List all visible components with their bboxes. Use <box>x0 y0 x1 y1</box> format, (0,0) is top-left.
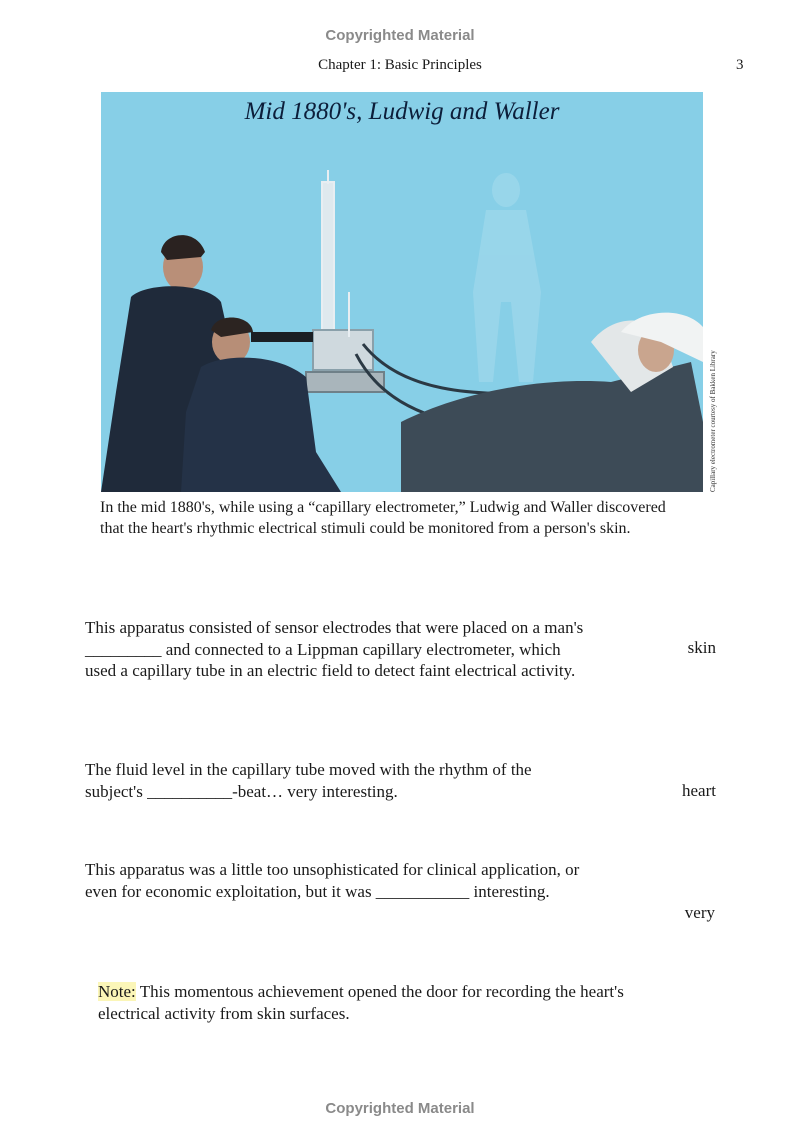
fill-in-paragraph: This apparatus consisted of sensor electrodes that were placed on a man's _________ and connected to a Lippman capillary electrometer, which used a capillary tube in an electric field to detect faint electrical activity. <box>85 618 584 680</box>
note-text: This momentous achievement opened the door for recording the heart's electrical activity from skin surfaces. <box>98 982 624 1023</box>
answer-label: heart <box>682 781 716 800</box>
copyright-watermark-bottom: Copyrighted Material <box>325 1100 475 1117</box>
image-credit: Capillary electrometer courtesy of Bakken Library <box>709 350 717 492</box>
patient <box>401 313 703 492</box>
page-number: 3 <box>736 57 744 73</box>
answer-label: skin <box>687 638 716 657</box>
fill-in-paragraph: The fluid level in the capillary tube moved with the rhythm of the subject's __________-beat… very interesting. <box>85 760 532 801</box>
figure-caption: In the mid 1880's, while using a “capillary electrometer,” Ludwig and Waller discovered that the heart's rhythmic electrical stimuli could be monitored from a person's skin. <box>100 499 666 537</box>
note-block <box>98 981 658 1024</box>
historical-illustration <box>101 92 703 492</box>
illustration-drawing <box>101 92 703 492</box>
electrometer <box>306 170 384 392</box>
fill-in-paragraph: This apparatus was a little too unsophisticated for clinical application, or even for economic exploitation, but it was ___________ interesting. <box>85 860 580 901</box>
illustration-title: Mid 1880's, Ludwig and Waller <box>244 98 560 125</box>
copyright-watermark-top: Copyrighted Material <box>325 27 475 44</box>
answer-label: very <box>684 903 715 922</box>
running-head: Chapter 1: Basic Principles <box>318 57 482 73</box>
note-label: Note: <box>98 982 136 1001</box>
